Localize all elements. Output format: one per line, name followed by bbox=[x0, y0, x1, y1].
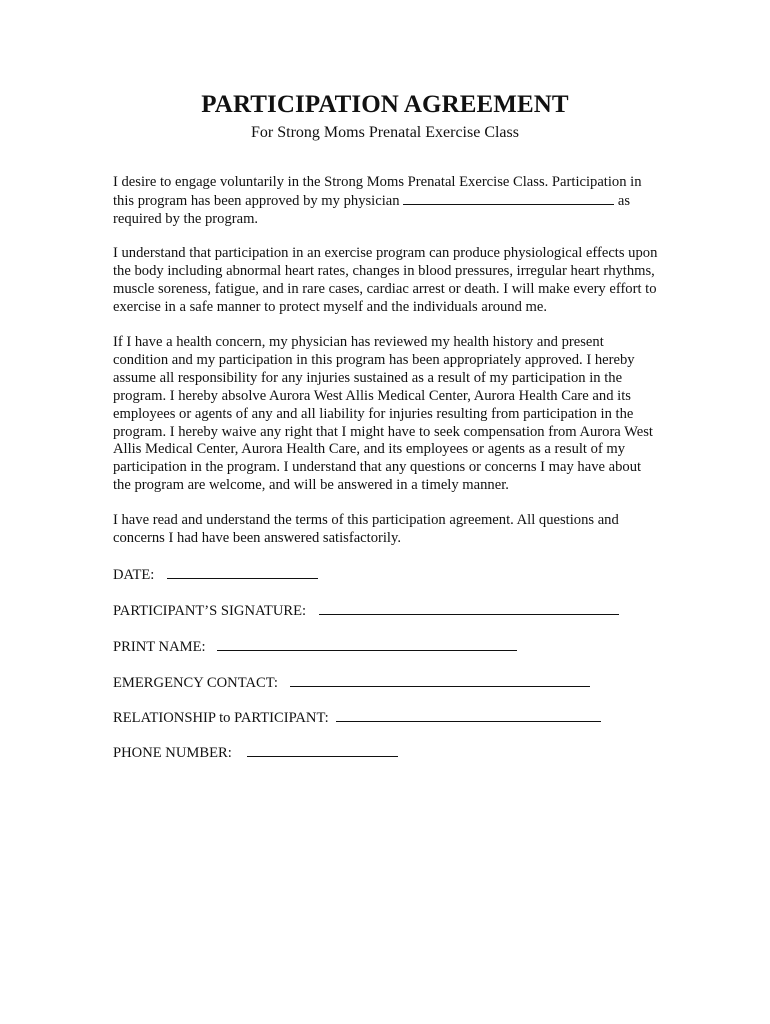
signature-field-row bbox=[113, 602, 619, 620]
date-blank[interactable] bbox=[167, 566, 318, 579]
date-label: DATE: bbox=[113, 567, 155, 583]
phone-blank[interactable] bbox=[247, 744, 398, 757]
print-name-field-row bbox=[113, 638, 517, 656]
paragraph-physiological-effects: I understand that participation in an exercise program can produce physiological effects upon the body including abnormal heart rates, changes in blood pressures, irregular heart rhythms, muscle soreness, fatigue, and in rare cases, cardiac arrest or death. I will make every effort to exercise in a safe manner to protect myself and the individuals around me. bbox=[113, 245, 658, 315]
paragraph-physician-approval bbox=[113, 174, 661, 229]
document-title: PARTICIPATION AGREEMENT bbox=[201, 91, 569, 118]
emergency-contact-blank[interactable] bbox=[290, 674, 590, 687]
date-field-row bbox=[113, 566, 318, 584]
emergency-contact-field-row bbox=[113, 674, 590, 692]
phone-field-row bbox=[113, 744, 398, 762]
paragraph-acknowledgement: I have read and understand the terms of this participation agreement. All questions and concerns I had have been answered satisfactorily. bbox=[113, 512, 619, 546]
print-name-blank[interactable] bbox=[217, 638, 517, 651]
physician-name-blank-2[interactable] bbox=[479, 192, 614, 205]
signature-blank[interactable] bbox=[319, 602, 619, 615]
relationship-blank[interactable] bbox=[336, 709, 601, 722]
print-name-label: PRINT NAME: bbox=[113, 639, 206, 655]
relationship-field-row bbox=[113, 709, 601, 727]
relationship-label: RELATIONSHIP to PARTICIPANT: bbox=[113, 710, 329, 726]
physician-name-blank-1[interactable] bbox=[403, 192, 479, 205]
paragraph-physician-approval-text: I desire to engage voluntarily in the Strong Moms Prenatal Exercise Class. Participation in this program has been approved by my physician bbox=[113, 174, 642, 209]
paragraph-liability-release: If I have a health concern, my physician has reviewed my health history and present condition and my participation in this program has been appropriately approved. I hereby assume all responsibility for any injuries sustained as a result of my participation in the program. I hereby absolve Aurora West Allis Medical Center, Aurora Health Care and its employees or agents of any and all liability for injuries resulting from participation in the program. I hereby waive any right that I might have to seek compensation from Aurora West Allis Medical Center, Aurora Health Care, and its employees or agents as a result of my participation in the program. I understand that any questions or concerns I may have about the program are welcome, and will be answered in a timely manner. bbox=[113, 334, 653, 494]
emergency-contact-label: EMERGENCY CONTACT: bbox=[113, 675, 278, 691]
document-subtitle: For Strong Moms Prenatal Exercise Class bbox=[251, 124, 519, 141]
signature-label: PARTICIPANT’S SIGNATURE: bbox=[113, 603, 307, 619]
phone-label: PHONE NUMBER: bbox=[113, 745, 232, 761]
paragraph-physician-approval-tail: as required by the program. bbox=[113, 192, 630, 227]
